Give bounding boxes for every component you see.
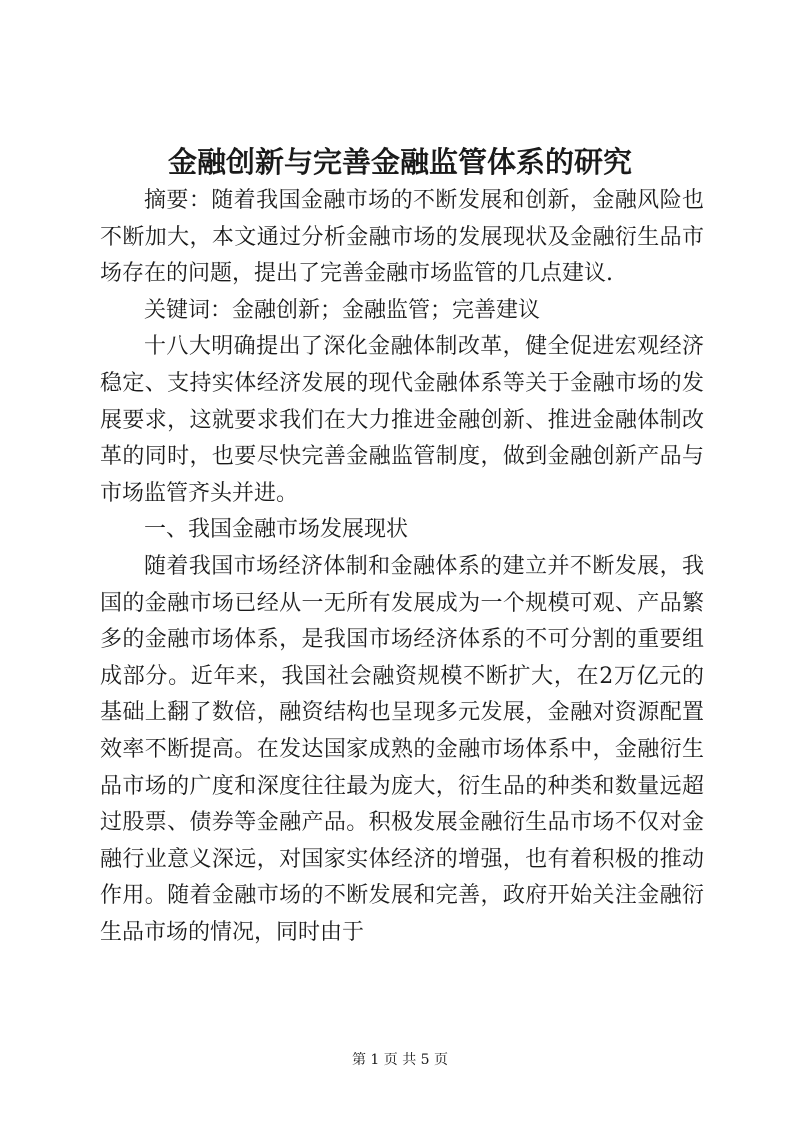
section-paragraph: 随着我国市场经济体制和金融体系的建立并不断发展，我国的金融市场已经从一无所有发展成为一个规模可观、产品繁多的金融市场体系，是我国市场经济体系的不可分割的重要组成部分。近年来，我国社会融资规模不断扩大，在2万亿元的基础上翻了数倍，融资结构也呈现多元发展，金融对资源配置效率不断提高。在发达国家成熟的金融市场体系中，金融衍生品市场的广度和深度往往最为庞大，衍生品的种类和数量远超过股票、债券等金融产品。积极发展金融衍生品市场不仅对金融行业意义深远，对国家实体经济的增强，也有着积极的推动作用。随着金融市场的不断发展和完善，政府开始关注金融衍生品市场的情况，同时由于: [100, 553, 704, 945]
page-footer: 第 1 页 共 5 页: [351, 1052, 449, 1068]
keywords-paragraph: 关键词：金融创新；金融监管；完善建议: [144, 297, 541, 323]
abstract-paragraph: 摘要：随着我国金融市场的不断发展和创新，金融风险也不断加大，本文通过分析金融市场的发展现状及金融衍生品市场存在的问题，提出了完善金融市场监管的几点建议.: [100, 188, 704, 287]
section-heading: 一、我国金融市场发展现状: [144, 517, 409, 543]
document-body: [100, 183, 704, 951]
intro-paragraph: 十八大明确提出了深化金融体制改革，健全促进宏观经济稳定、支持实体经济发展的现代金融体系等关于金融市场的发展要求，这就要求我们在大力推进金融创新、推进金融体制改革的同时，也要尽快完善金融监管制度，做到金融创新产品与市场监管齐头并进。: [100, 334, 704, 506]
document-title: 金融创新与完善金融监管体系的研究: [167, 145, 632, 179]
